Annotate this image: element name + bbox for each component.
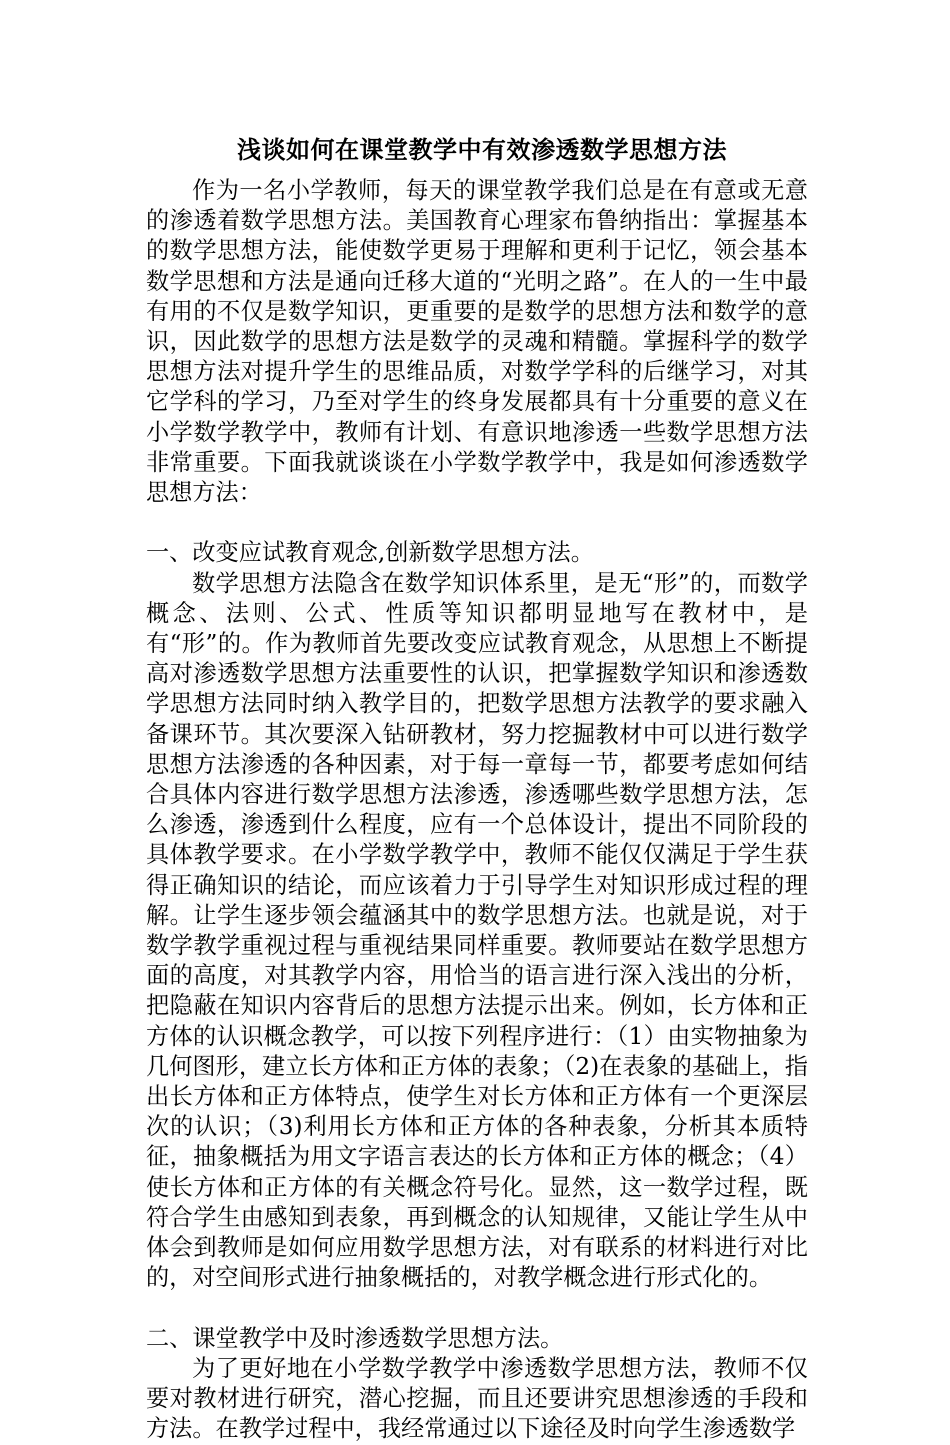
document-title: 浅谈如何在课堂教学中有效渗透数学思想方法 bbox=[237, 136, 727, 164]
paragraph-spacer bbox=[146, 508, 808, 538]
section-1-paragraph: 数学思想方法隐含在数学知识体系里，是无“形”的，而数学概念、法则、公式、性质等知识都明显地写在教材中，是有“形”的。作为教师首先要改变应试教育观念，从思想上不断提高对渗透数学思想方法重要性的认识，把掌握数学知识和渗透数学思想方法同时纳入教学目的，把数学思想方法教学的要求融入备课环节。其次要深入钻研教材，努力挖掘教材中可以进行数学思想方法渗透的各种因素，对于每一章每一节，都要考虑如何结合具体内容进行数学思想方法渗透，渗透哪些数学思想方法，怎么渗透，渗透到什么程度，应有一个总体设计，提出不同阶段的具体教学要求。在小学数学教学中，教师不能仅仅满足于学生获得正确知识的结论，而应该着力于引导学生对知识形成过程的理解。让学生逐步领会蕴涵其中的数学思想方法。也就是说，对于数学教学重视过程与重视结果同样重要。教师要站在数学思想方面的高度，对其教学内容，用恰当的语言进行深入浅出的分析，把隐蔽在知识内容背后的思想方法提示出来。例如，长方体和正方体的认识概念教学，可以按下列程序进行：（1）由实物抽象为几何图形，建立长方体和正方体的表象；（2)在表象的基础上，指出长方体和正方体特点，使学生对长方体和正方体有一个更深层次的认识；（3)利用长方体和正方体的各种表象，分析其本质特征，抽象概括为用文字语言表达的长方体和正方体的概念；（4）使长方体和正方体的有关概念符号化。显然，这一数学过程，既符合学生由感知到表象，再到概念的认知规律，又能让学生从中体会到教师是如何应用数学思想方法，对有联系的材料进行对比的，对空间形式进行抽象概括的，对教学概念进行形式化的。 bbox=[146, 569, 808, 1292]
intro-paragraph: 作为一名小学教师，每天的课堂教学我们总是在有意或无意的渗透着数学思想方法。美国教育心理家布鲁纳指出：掌握基本的数学思想方法，能使数学更易于理解和更利于记忆，领会基本数学思想和方法是通向迁移大道的“光明之路”。在人的一生中最有用的不仅是数学知识，更重要的是数学的思想方法和数学的意识，因此数学的思想方法是数学的灵魂和精髓。掌握科学的数学思想方法对提升学生的思维品质，对数学学科的后继学习，对其它学科的学习，乃至对学生的终身发展都具有十分重要的意义在小学数学教学中，教师有计划、有意识地渗透一些数学思想方法非常重要。下面我就谈谈在小学数学教学中，我是如何渗透数学思想方法： bbox=[146, 177, 808, 507]
section-2-paragraph: 为了更好地在小学数学教学中渗透数学思想方法，教师不仅要对教材进行研究，潜心挖掘，而且还要讲究思想渗透的手段和方法。在教学过程中，我经常通过以下途径及时向学生渗透数学 bbox=[146, 1354, 808, 1443]
paragraph-spacer bbox=[146, 1294, 808, 1324]
section-2-heading: 二、课堂教学中及时渗透数学思想方法。 bbox=[146, 1324, 564, 1352]
section-1-heading: 一、改变应试教育观念,创新数学思想方法。 bbox=[146, 539, 594, 567]
document-body bbox=[146, 132, 808, 1445]
